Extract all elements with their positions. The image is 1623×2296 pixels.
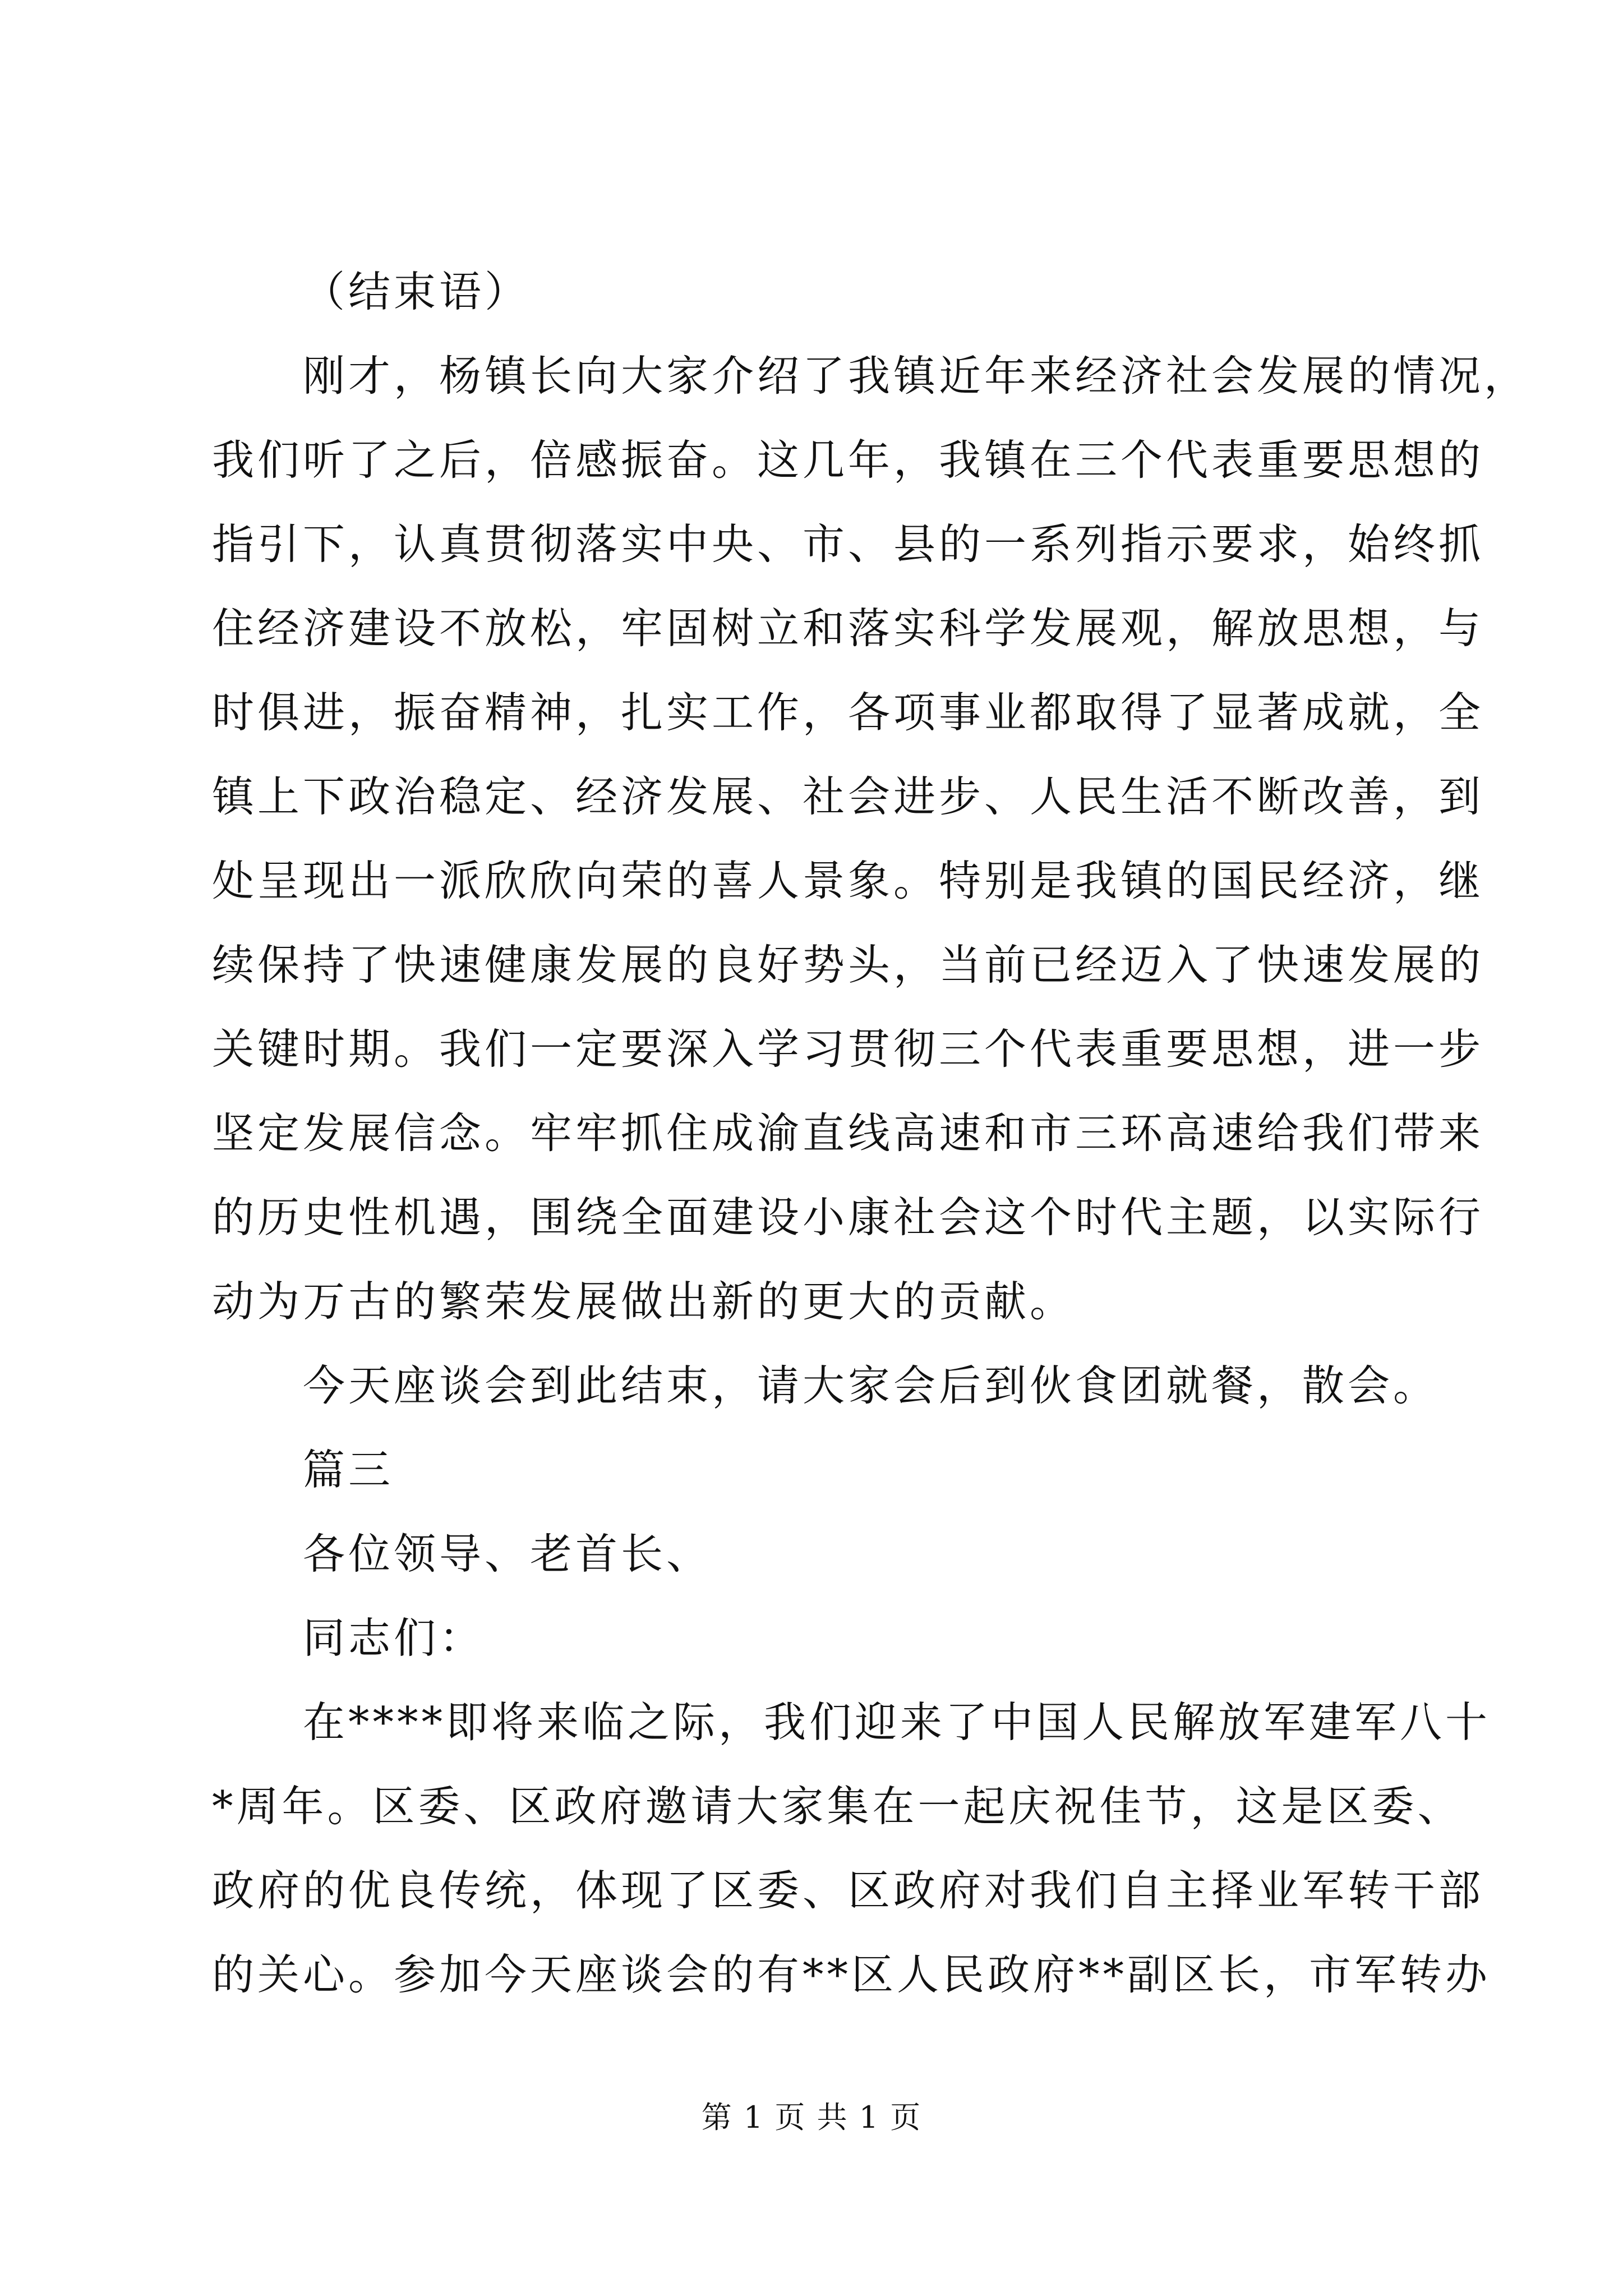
paragraph-line: 关键时期。我们一定要深入学习贯彻三个代表重要思想，进一步 xyxy=(212,1024,1484,1074)
paragraph-line: 在****即将来临之际，我们迎来了中国人民解放军建军八十 xyxy=(303,1697,1491,1747)
section-heading: 篇三 xyxy=(303,1445,394,1494)
paragraph-line: 今天座谈会到此结束，请大家会后到伙食团就餐，散会。 xyxy=(303,1361,1439,1410)
paragraph-line: 住经济建设不放松，牢固树立和落实科学发展观，解放思想，与 xyxy=(212,604,1484,653)
salutation-line: 同志们： xyxy=(303,1613,485,1663)
paragraph-line: 处呈现出一派欣欣向荣的喜人景象。特别是我镇的国民经济，继 xyxy=(212,856,1484,905)
paragraph-line: 时俱进，振奋精神，扎实工作，各项事业都取得了显著成就，全 xyxy=(212,688,1484,737)
paragraph-line: 动为万古的繁荣发展做出新的更大的贡献。 xyxy=(212,1277,1076,1326)
salutation-line: 各位领导、老首长、 xyxy=(303,1529,712,1579)
paragraph-line: 镇上下政治稳定、经济发展、社会进步、人民生活不断改善，到 xyxy=(212,772,1484,821)
paragraph-line: 刚才，杨镇长向大家介绍了我镇近年来经济社会发展的情况， xyxy=(303,351,1530,401)
paragraph-line: 坚定发展信念。牢牢抓住成渝直线高速和市三环高速给我们带来 xyxy=(212,1108,1484,1158)
paragraph-line: 的关心。参加今天座谈会的有**区人民政府**副区长，市军转办 xyxy=(212,1950,1491,1999)
paragraph-line: 的历史性机遇，围绕全面建设小康社会这个时代主题，以实际行 xyxy=(212,1193,1484,1242)
paragraph-line: *周年。区委、区政府邀请大家集在一起庆祝佳节，这是区委、 xyxy=(212,1782,1463,1831)
closing-remarks-heading: （结束语） xyxy=(303,267,531,316)
paragraph-line: 我们听了之后，倍感振奋。这几年，我镇在三个代表重要思想的 xyxy=(212,435,1484,485)
paragraph-line: 指引下，认真贯彻落实中央、市、县的一系列指示要求，始终抓 xyxy=(212,519,1484,569)
paragraph-line: 续保持了快速健康发展的良好势头，当前已经迈入了快速发展的 xyxy=(212,940,1484,990)
paragraph-line: 政府的优良传统，体现了区委、区政府对我们自主择业军转干部 xyxy=(212,1866,1484,1915)
page-footer: 第 1 页 共 1 页 xyxy=(701,2100,922,2135)
